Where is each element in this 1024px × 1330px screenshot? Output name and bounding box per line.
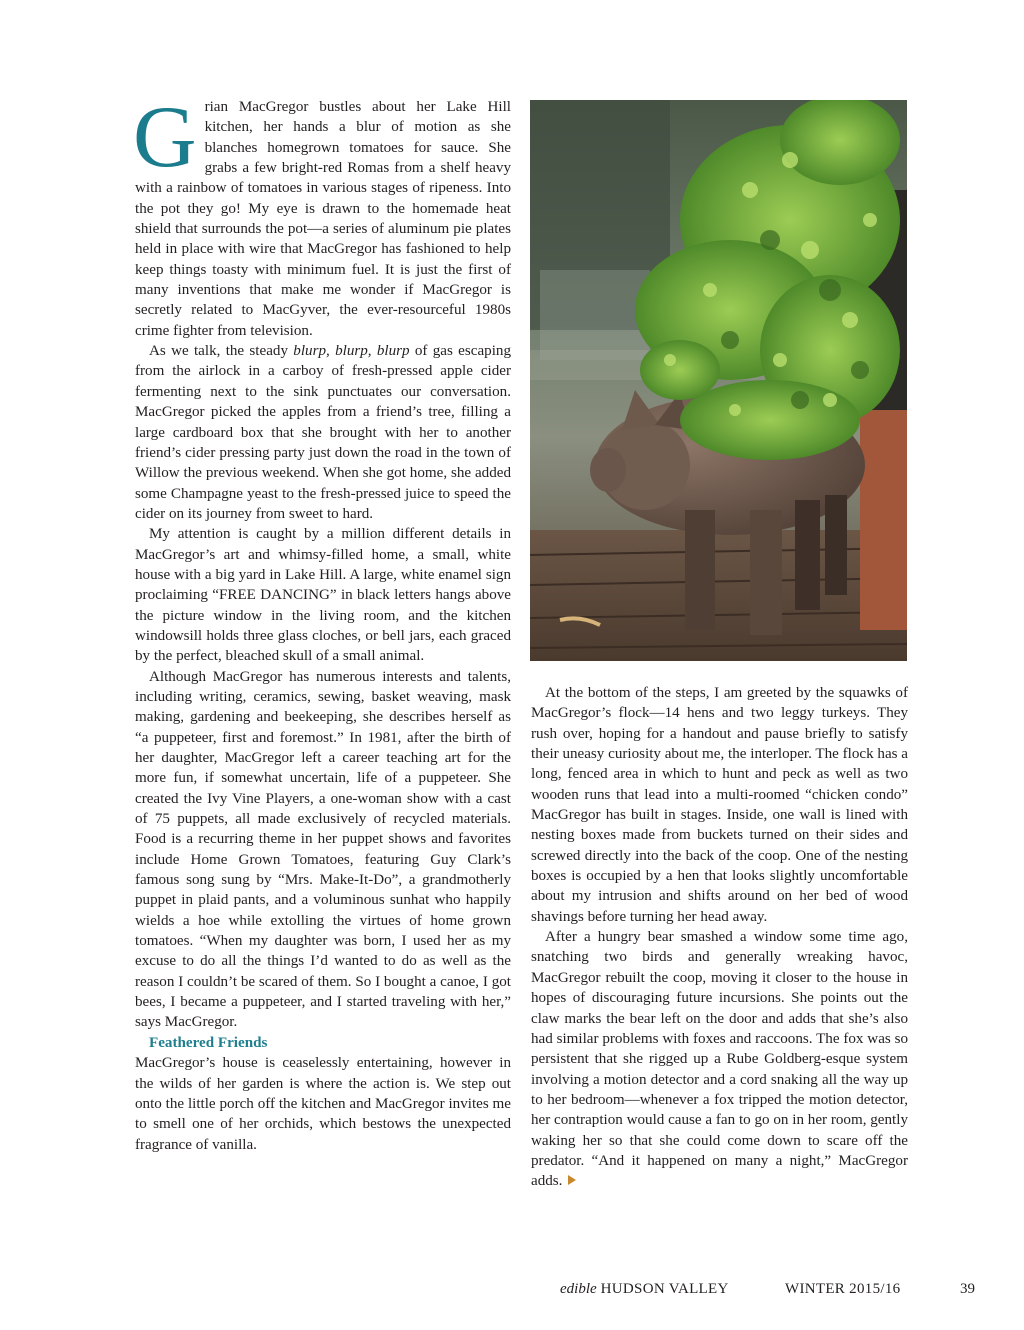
drop-cap: G bbox=[133, 89, 197, 186]
pig-planter-photo bbox=[530, 100, 907, 661]
pig-planter-illustration bbox=[530, 100, 907, 661]
paragraph-3: My attention is caught by a million different details in MacGregor’s art and whimsy-filled home, a small, white house with a big yard in Lake Hill. A large, white enamel sign proclaiming “FREE DANCING” in black letters hangs above the picture window in the living room, and the kitchen windowsill holds three glass cloches, or bell jars, each graced by the perfect, bleached skull of a small animal. bbox=[135, 526, 511, 665]
paragraph-1-text: rian MacGregor bustles about her Lake Hill kitchen, her hands a blur of motion as she blanches homegrown tomatoes for sauce. She grabs a few bright-red Romas from a shelf heavy with a rainbow of tomatoes in various stages of ripeness. Into the pot they go! My eye is drawn to the homemade heat shield that surrounds the pot—a series of aluminum pie plates held in place with wire that MacGregor has fashioned to help keep things toasty with minimum fuel. It is just the first of many inventions that make me wonder if MacGregor is secretly related to MacGyver, the ever-resourceful 1980s crime fighter from television. bbox=[135, 99, 511, 339]
triangle-end-mark-icon bbox=[568, 1175, 576, 1185]
lead-paragraph bbox=[133, 89, 511, 341]
paragraph-7 bbox=[531, 927, 908, 1191]
right-column bbox=[531, 683, 908, 1192]
left-column bbox=[133, 89, 511, 1155]
paragraph-4: Although MacGregor has numerous interests and talents, including writing, ceramics, sewing, basket weaving, mask making, gardening and beekeeping, she describes herself as “a puppeteer, first and foremost.” In 1981, after the birth of her daughter, MacGregor left a career teaching art for the more fun, if somewhat uncertain, life of a puppeteer. She created the Ivy Vine Players, a one-woman show with a cast of 75 puppets, all made exclusively of recycled materials. Food is a recurring theme in her puppet shows and favorites include Home Grown Tomatoes, featuring Guy Clark’s famous song sung by “Mrs. Make-It-Do”, a grandmotherly puppet in plaid pants, and a voluminous sunhat who happily wields a hoe while extolling the virtues of home grown tomatoes. “When my daughter was born, I used her as my excuse to do all the things I’d wanted to do as well as the reason I couldn’t be scared of them. So I bought a canoe, I got bees, I became a puppeteer, and I started traveling with her,” says MacGregor. bbox=[135, 668, 511, 1031]
page-number: 39 bbox=[960, 1281, 975, 1297]
footer-issue: WINTER 2015/16 bbox=[785, 1281, 901, 1297]
footer-magazine: HUDSON VALLEY bbox=[600, 1281, 729, 1297]
paragraph-6: At the bottom of the steps, I am greeted by the squawks of MacGregor’s flock—14 hens and two leggy turkeys. They rush over, hoping for a handout and pause briefly to satisfy their uneasy curiosity about me, the interloper. The flock has a long, fenced area in which to hunt and peck as well as two wooden runs that lead into a multi-roomed “chicken condo” MacGregor has built in stages. Inside, one wall is lined with nesting boxes made from buckets turned on their sides and screwed directly into the back of the coop. One of the nesting boxes is occupied by a hen that looks slightly uncomfortable about my intrusion and shifts around on her bed of wood shavings before turning her head away. bbox=[531, 685, 908, 925]
paragraph-2-end: of gas escaping from the airlock in a carboy of fresh-pressed apple cider fermenting next to the sink punctuates our conversation. MacGregor picked the apples from a friend’s tree, filling a large cardboard box that she brought with her to another friend’s cider pressing party just down the road in the town of Willow the previous weekend. When she got home, she added some Champagne yeast to the fresh-pressed juice to speed the cider on its journey from sweet to hard. bbox=[135, 343, 511, 522]
paragraph-2-italic: blurp, blurp, blurp bbox=[293, 343, 410, 360]
paragraph-5: MacGregor’s house is ceaselessly entertaining, however in the wilds of her garden is where the action is. We step out onto the little porch off the kitchen and MacGregor invites me to smell one of her orchids, which bestows the unexpected fragrance of vanilla. bbox=[135, 1055, 511, 1153]
paragraph-2 bbox=[135, 341, 511, 524]
subhead-feathered-friends: Feathered Friends bbox=[149, 1034, 268, 1051]
paragraph-2-start: As we talk, the steady bbox=[149, 343, 294, 360]
paragraph-7-text: After a hungry bear smashed a window some time ago, snatching two birds and generally wreaking havoc, MacGregor rebuilt the coop, moving it closer to the house in hopes of discouraging future incursions. She points out the claw marks the bear left on the door and adds that she’s also had similar problems with foxes and raccoons. The fox was so persistent that she rigged up a Rube Goldberg-esque system involving a motion detector and a cord snaking all the way up to her bedroom—whenever a fox tripped the motion detector, her contraption would cause a fan to go on in her room, gently waking her so that she could come down to scare off the predator. “And it happened on many a night,” MacGregor adds. bbox=[531, 929, 908, 1190]
footer-brand: edible bbox=[560, 1281, 597, 1297]
page-footer bbox=[560, 1281, 980, 1298]
